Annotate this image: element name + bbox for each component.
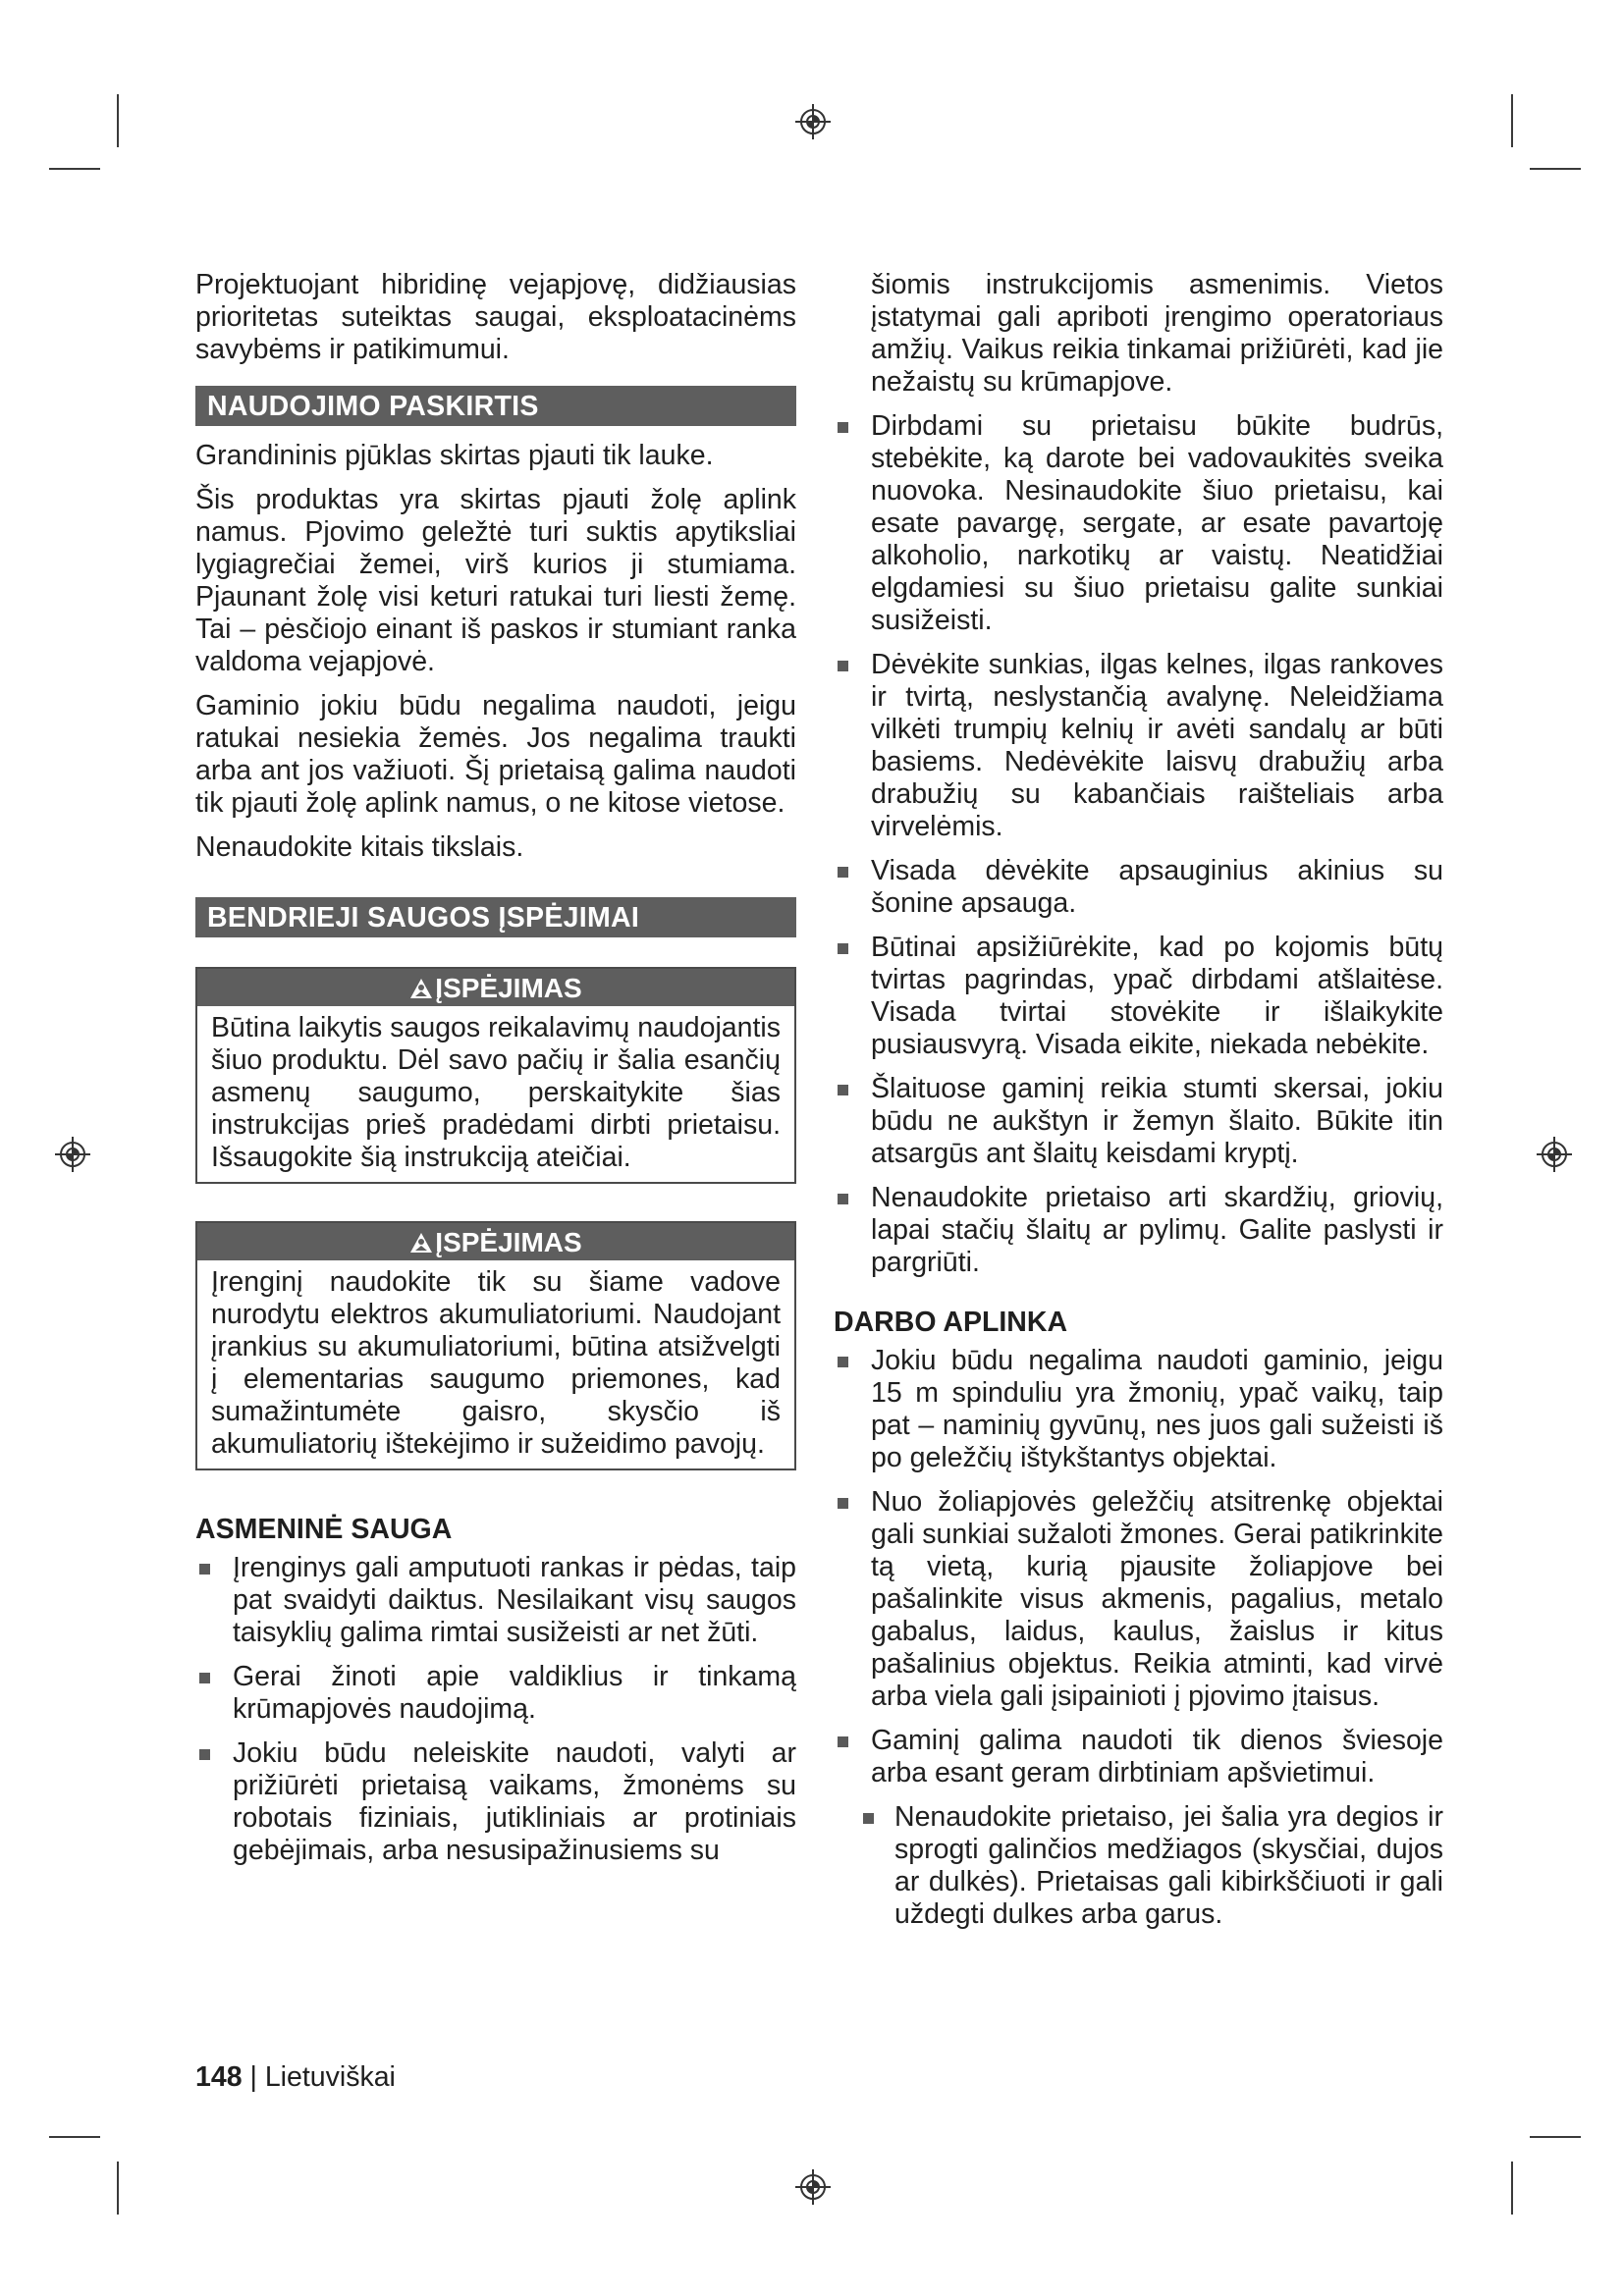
- bullet-icon: [199, 1749, 210, 1760]
- page-number: 148: [195, 2061, 243, 2093]
- list-item: Dėvėkite sunkias, ilgas kelnes, ilgas rankoves ir tvirtą, neslystančią avalynę. Neleidžiama vilkėti trumpių kelnių ir avėti sandalų ar būti basiems. Nedėvėkite laisvų drabužių arba drabužių su kabančiais raišteliais arba virvelėmis.: [834, 649, 1443, 843]
- list-item: Jokiu būdu negalima naudoti gaminio, jeigu 15 m spinduliu yra žmonių, ypač vaikų, taip pat – naminių gyvūnų, nes juos gali sužeisti iš po geležčių ištykštantys objektai.: [834, 1345, 1443, 1474]
- registration-mark-icon: [793, 2167, 833, 2207]
- warning-reader-icon: [409, 977, 433, 1000]
- list-item: Nuo žoliapjovės geležčių atsitrenkę objektai gali sunkiai sužaloti žmones. Gerai patikrinkite tą vietą, kurią pjausite žoliapjove bei pašalinkite visus akmenis, pagalius, metalo gabalus, laidus, kaulus, žaislus ir kitus pašalinius objektus. Reikia atminti, kad virvė arba viela gali įsipainioti į pjovimo įtaisus.: [834, 1486, 1443, 1713]
- warning-text: Būtina laikytis saugos reikalavimų naudojantis šiuo produktu. Dėl savo pačių ir šalia esančių asmenų saugumo, perskaitykite šias instrukcijas prieš pradėdami dirbti prietaisu. Išsaugokite šią instrukciją ateičiai.: [211, 1012, 781, 1173]
- crop-mark: [49, 168, 100, 170]
- section-heading-purpose: NAUDOJIMO PASKIRTIS: [195, 386, 796, 426]
- personal-safety-list-continued: [834, 410, 1443, 1279]
- list-item: Įrenginys gali amputuoti rankas ir pėdas, taip pat svaidyti daiktus. Nesilaikant visų saugos taisyklių galima rimtai susižeisti ar net žūti.: [195, 1552, 796, 1649]
- crop-mark: [1530, 2136, 1581, 2138]
- bullet-icon: [838, 867, 848, 878]
- warning-title: ĮSPĖJIMAS: [435, 973, 582, 1003]
- section-heading-personal-safety: ASMENINĖ SAUGA: [195, 1514, 453, 1545]
- purpose-paragraph: Gaminio jokiu būdu negalima naudoti, jeigu ratukai nesiekia žemės. Jos negalima traukti arba ant jos važiuoti. Šį prietaisą galima naudoti tik pjauti žolę aplink namus, o ne kitose vietose.: [195, 690, 796, 819]
- warning-box: [195, 967, 796, 1184]
- list-item: Šlaituose gaminį reikia stumti skersai, jokiu būdu ne aukštyn ir žemyn šlaito. Būkite itin atsargūs ant šlaitų keisdami kryptį.: [834, 1073, 1443, 1170]
- page-footer: [195, 2061, 396, 2094]
- intro-paragraph: Projektuojant hibridinę vejapjovę, didžiausias prioritetas suteiktas saugai, eksploatacinėms savybėms ir patikimumui.: [195, 269, 796, 365]
- bullet-icon: [199, 1564, 210, 1575]
- purpose-paragraph: Grandininis pjūklas skirtas pjauti tik lauke.: [195, 440, 714, 471]
- bullet-icon: [838, 1194, 848, 1204]
- list-item: Gaminį galima naudoti tik dienos šviesoje arba esant geram dirbtiniam apšvietimui.: [834, 1725, 1443, 1789]
- purpose-paragraph: Nenaudokite kitais tikslais.: [195, 831, 524, 863]
- personal-safety-list: [195, 1552, 796, 1867]
- bullet-icon: [838, 1736, 848, 1747]
- purpose-paragraph: Šis produktas yra skirtas pjauti žolę aplink namus. Pjovimo geležtė turi suktis apytiksliai lygiagrečiai žemei, virš kurios ji stumiama. Pjaunant žolę visi keturi ratukai turi liesti žemę. Tai – pėsčiojo einant iš paskos ir stumiant ranka valdoma vejapjovė.: [195, 484, 796, 677]
- warning-box: [195, 1221, 796, 1470]
- list-item: Dirbdami su prietaisu būkite budrūs, stebėkite, ką darote bei vadovaukitės sveika nuovoka. Nesinaudokite šiuo prietaisu, kai esate pavargę, sergate, ar esate pavartoję alkoholio, narkotikų ar vaistų. Neatidžiai elgdamiesi su šiuo prietaisu galite sunkiai susižeisti.: [834, 410, 1443, 637]
- list-item: Gerai žinoti apie valdiklius ir tinkamą krūmapjovės naudojimą.: [195, 1661, 796, 1726]
- crop-mark: [1511, 94, 1513, 147]
- bullet-icon: [838, 422, 848, 433]
- crop-mark: [1511, 2162, 1513, 2215]
- warning-reader-icon: [409, 1231, 433, 1255]
- footer-separator: |: [242, 2061, 265, 2093]
- crop-mark: [1530, 168, 1581, 170]
- warning-header: [197, 1223, 794, 1260]
- warning-header: [197, 969, 794, 1006]
- registration-mark-icon: [53, 1135, 92, 1174]
- bullet-icon: [838, 661, 848, 671]
- warning-text: Įrenginį naudokite tik su šiame vadove nurodytu elektros akumuliatoriumi. Naudojant įrankius su akumuliatoriumi, būtina atsižvelgti į elementarias saugumo priemones, kad sumažintumėte gaisro, skysčio iš akumuliatorių ištekėjimo ir sužeidimo pavojų.: [211, 1266, 781, 1460]
- section-heading-work-area: DARBO APLINKA: [834, 1307, 1068, 1338]
- bullet-icon: [863, 1813, 874, 1824]
- bullet-icon: [838, 943, 848, 954]
- list-item: Nenaudokite prietaiso arti skardžių, griovių, lapai stačių šlaitų ar pylimų. Galite paslysti ir pargriūti.: [834, 1182, 1443, 1279]
- crop-mark: [117, 94, 119, 147]
- footer-language: Lietuviškai: [264, 2061, 396, 2093]
- list-item: Jokiu būdu neleiskite naudoti, valyti ar prižiūrėti prietaisą vaikams, žmonėms su robotais fiziniais, jutikliniais ar protiniais gebėjimais, arba nesusipažinusiems su: [195, 1737, 796, 1867]
- crop-mark: [49, 2136, 100, 2138]
- bullet-icon: [838, 1085, 848, 1095]
- list-item: Nenaudokite prietaiso, jei šalia yra degios ir sprogti galinčios medžiagos (skysčiai, dujos ar dulkės). Prietaisas gali kibirkščiuoti ir gali uždegti dulkes arba garus.: [834, 1801, 1443, 1931]
- continued-paragraph: šiomis instrukcijomis asmenimis. Vietos įstatymai gali apriboti įrengimo operatoriaus amžių. Vaikus reikia tinkamai prižiūrėti, kad jie nežaistų su krūmapjove.: [871, 269, 1443, 398]
- list-item: Visada dėvėkite apsauginius akinius su šonine apsauga.: [834, 855, 1443, 920]
- bullet-icon: [838, 1357, 848, 1367]
- bullet-icon: [838, 1498, 848, 1509]
- section-heading-general-safety: BENDRIEJI SAUGOS ĮSPĖJIMAI: [195, 897, 796, 937]
- right-column: [834, 269, 1443, 1943]
- work-area-list: [834, 1345, 1443, 1931]
- crop-mark: [117, 2162, 119, 2215]
- left-column: [195, 269, 796, 1879]
- registration-mark-icon: [793, 102, 833, 141]
- registration-mark-icon: [1535, 1135, 1574, 1174]
- warning-title: ĮSPĖJIMAS: [435, 1227, 582, 1257]
- list-item: Būtinai apsižiūrėkite, kad po kojomis būtų tvirtas pagrindas, ypač dirbdami atšlaitėse. Visada tvirtai stovėkite ir išlaikykite pusiausvyrą. Visada eikite, niekada nebėkite.: [834, 932, 1443, 1061]
- bullet-icon: [199, 1673, 210, 1683]
